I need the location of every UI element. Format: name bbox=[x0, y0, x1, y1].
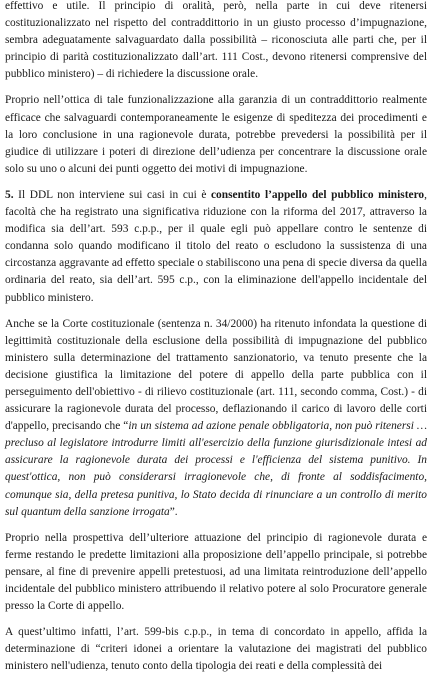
paragraph-section-5 bbox=[5, 187, 427, 307]
corte-quotation: in un sistema ad azione penale obbligatoria, non può ritenersi … precluso al legislatore introdurre limiti all'esercizio della funzione giurisdizionale intesi ad assicurare la ragionevole durata dei processi e l'efficienza del sistema punitivo. In quest'ottica, non può considerarsi irragionevole che, di fronte al soddisfacimento, comunque sia, della pretesa punitiva, lo Stato decida di rinunciare a un controllo di merito sul quantum della sanzione irrogata bbox=[5, 420, 427, 518]
section-5-lead: Il DDL non interviene sui casi in cui è bbox=[13, 188, 211, 201]
paragraph-art-599-bis: A quest’ultimo infatti, l’art. 599-bis c.p.p., in tema di concordato in appello, affida la determinazione di “criteri idonei a orientare la valutazione dei magistrati del pubblico ministero nell'udienza, tenuto conto della tipologia dei reati e della complessità dei bbox=[5, 626, 427, 673]
section-number: 5. bbox=[5, 188, 14, 201]
section-5-bold-phrase: consentito l’appello del pubblico ministero bbox=[211, 188, 425, 201]
paragraph-appello-incidentale: Proprio nella prospettiva dell’ulteriore attuazione del principio di ragionevole durata e ferme restando le predette limitazioni alla proposizione dell’appello principale, si potrebbe pensare, al fine di prevenire appelli pretestuosi, ad una limitata reintroduzione dell’appello incidentale del pubblico ministero attribuendo il relativo potere al solo Procuratore generale presso la Corte di appello. bbox=[5, 531, 427, 613]
document-page bbox=[5, 0, 427, 684]
section-5-rest: , facoltà che ha registrato una significativa riduzione con la riforma del 2017, attraverso la modifica sia dell’art. 593 c.p.p., per il quale egli può appellare contro le sentenze di condanna solo quando modificano il titolo del reato o escludono la sussistenza di una circostanza aggravante ad effetto speciale o stabiliscono una pena di specie diversa da quella ordinaria del reato, sia dell’art. 595 c.p., con la eliminazione dell'appello incidentale del pubblico ministero. bbox=[5, 188, 428, 304]
corte-rest: ”. bbox=[169, 505, 178, 518]
corte-lead: Anche se la Corte costituzionale (sentenza n. 34/2000) ha ritenuto infondata la questione di legittimità costituzionale della esclusione della possibilità di impugnazione del pubblico ministero sulla determinazione del trattamento sanzionatorio, va tenuto presente che la decisione giustifica la limitazione del potere di appello della parte pubblica con il perseguimento dell'obiettivo - di rilievo costituzionale (art. 111, secondo comma, Cost.) - di assicurare la ragionevole durata del processo, deflazionando il carico di lavoro delle corti d'appello, precisando che “ bbox=[5, 317, 427, 433]
paragraph-funzionalizzazione: Proprio nell’ottica di tale funzionalizzazione alla garanzia di un contraddittorio realmente efficace che salvaguardi contemporaneamente le esigenze di speditezza dei procedimenti e la loro conclusione in una ragionevole durata, potrebbe prevedersi la possibilità per il giudice di utilizzare i poteri di direzione dell’udienza per concentrare la discussione orale solo su uno o alcuni dei punti oggetto dei motivi di impugnazione. bbox=[5, 94, 427, 175]
paragraph-oralita: effettivo e utile. Il principio di oralità, però, nella parte in cui deve ritenersi costituzionalizzato nel rispetto del contraddittorio in un giusto processo d’impugnazione, sembra adeguatamente salvaguardato dalla possibilità – riconosciuta alle parti che, per il principio di parità costituzionalizzato dall’art. 111 Cost., devono ritenersi comprensive del pubblico ministero) – di richiedere la discussione orale. bbox=[5, 0, 427, 81]
paragraph-corte-costituzionale bbox=[5, 316, 427, 521]
